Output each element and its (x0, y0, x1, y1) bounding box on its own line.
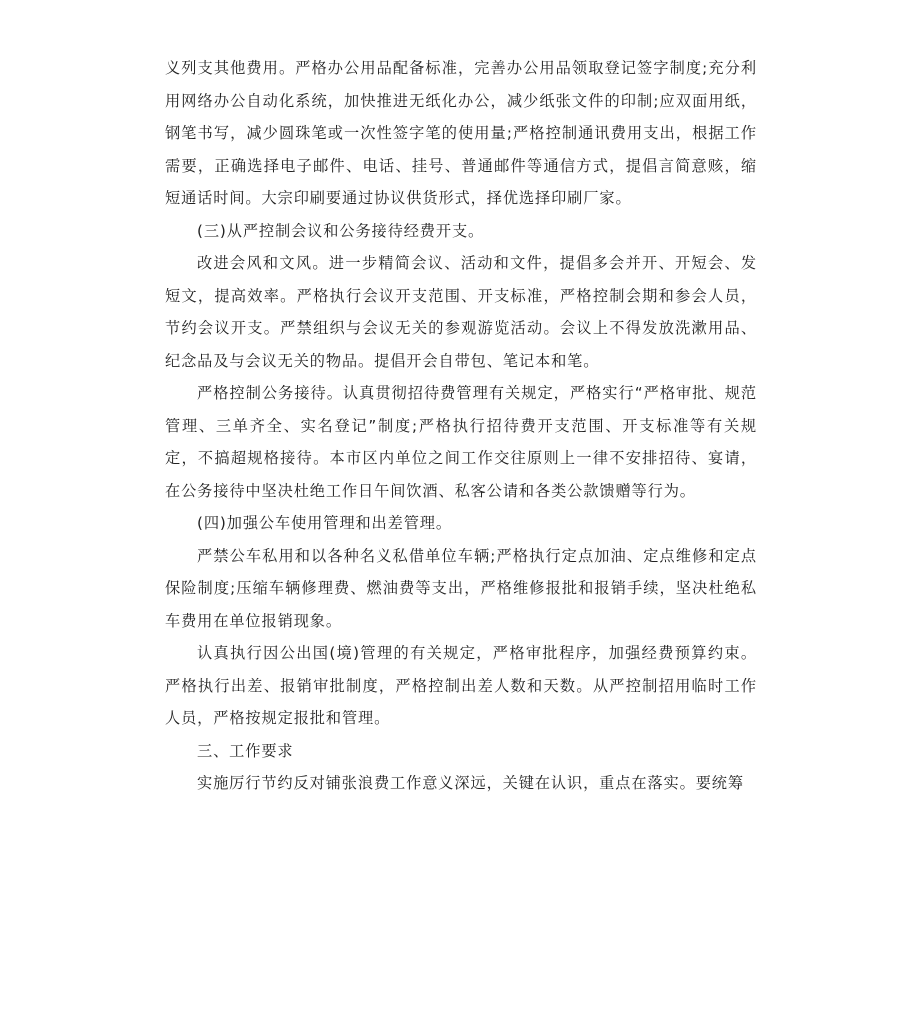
document-body (165, 52, 757, 800)
section-heading-meetings: (三)从严控制会议和公务接待经费开支。 (197, 221, 485, 240)
section-heading-requirements: 三、工作要求 (197, 741, 294, 760)
paragraph-travel: 认真执行因公出国(境)管理的有关规定，严格审批程序，加强经费预算约束。严格执行出差、报销审批制度，严格控制出差人数和天数。从严控制招用临时工作人员，严格按规定报批和管理。 (165, 644, 757, 727)
paragraph-reception: 严格控制公务接待。认真贯彻招待费管理有关规定，严格实行“严格审批、规范管理、三单齐全、实名登记”制度;严格执行招待费开支范围、开支标准等有关规定，不搞超规格接待。本市区内单位之间工作交往原则上一律不安排招待、宴请，在公务接待中坚决杜绝工作日午间饮酒、私客公请和各类公款馈赠等行为。 (165, 384, 757, 500)
paragraph-continuation: 义列支其他费用。严格办公用品配备标准，完善办公用品领取登记签字制度;充分利用网络办公自动化系统，加快推进无纸化办公，减少纸张文件的印制;应双面用纸，钢笔书写，减少圆珠笔或一次性签字笔的使用量;严格控制通讯费用支出，根据工作需要，正确选择电子邮件、电话、挂号、普通邮件等通信方式，提倡言简意赅，缩短通话时间。大宗印刷要通过协议供货形式，择优选择印刷厂家。 (165, 59, 757, 207)
paragraph-requirements: 实施厉行节约反对铺张浪费工作意义深远，关键在认识，重点在落实。要统筹 (197, 774, 744, 792)
section-heading-vehicles: (四)加强公车使用管理和出差管理。 (197, 514, 452, 532)
paragraph-meeting-style: 改进会风和文风。进一步精简会议、活动和文件，提倡多会并开、开短会、发短文，提高效率。严格执行会议开支范围、开支标准，严格控制会期和参会人员，节约会议开支。严禁组织与会议无关的参观游览活动。会议上不得发放洗漱用品、纪念品及与会议无关的物品。提倡开会自带包、笔记本和笔。 (165, 254, 757, 370)
paragraph-vehicles: 严禁公车私用和以各种名义私借单位车辆;严格执行定点加油、定点维修和定点保险制度;压缩车辆修理费、燃油费等支出，严格维修报批和报销手续，坚决杜绝私车费用在单位报销现象。 (165, 546, 757, 630)
